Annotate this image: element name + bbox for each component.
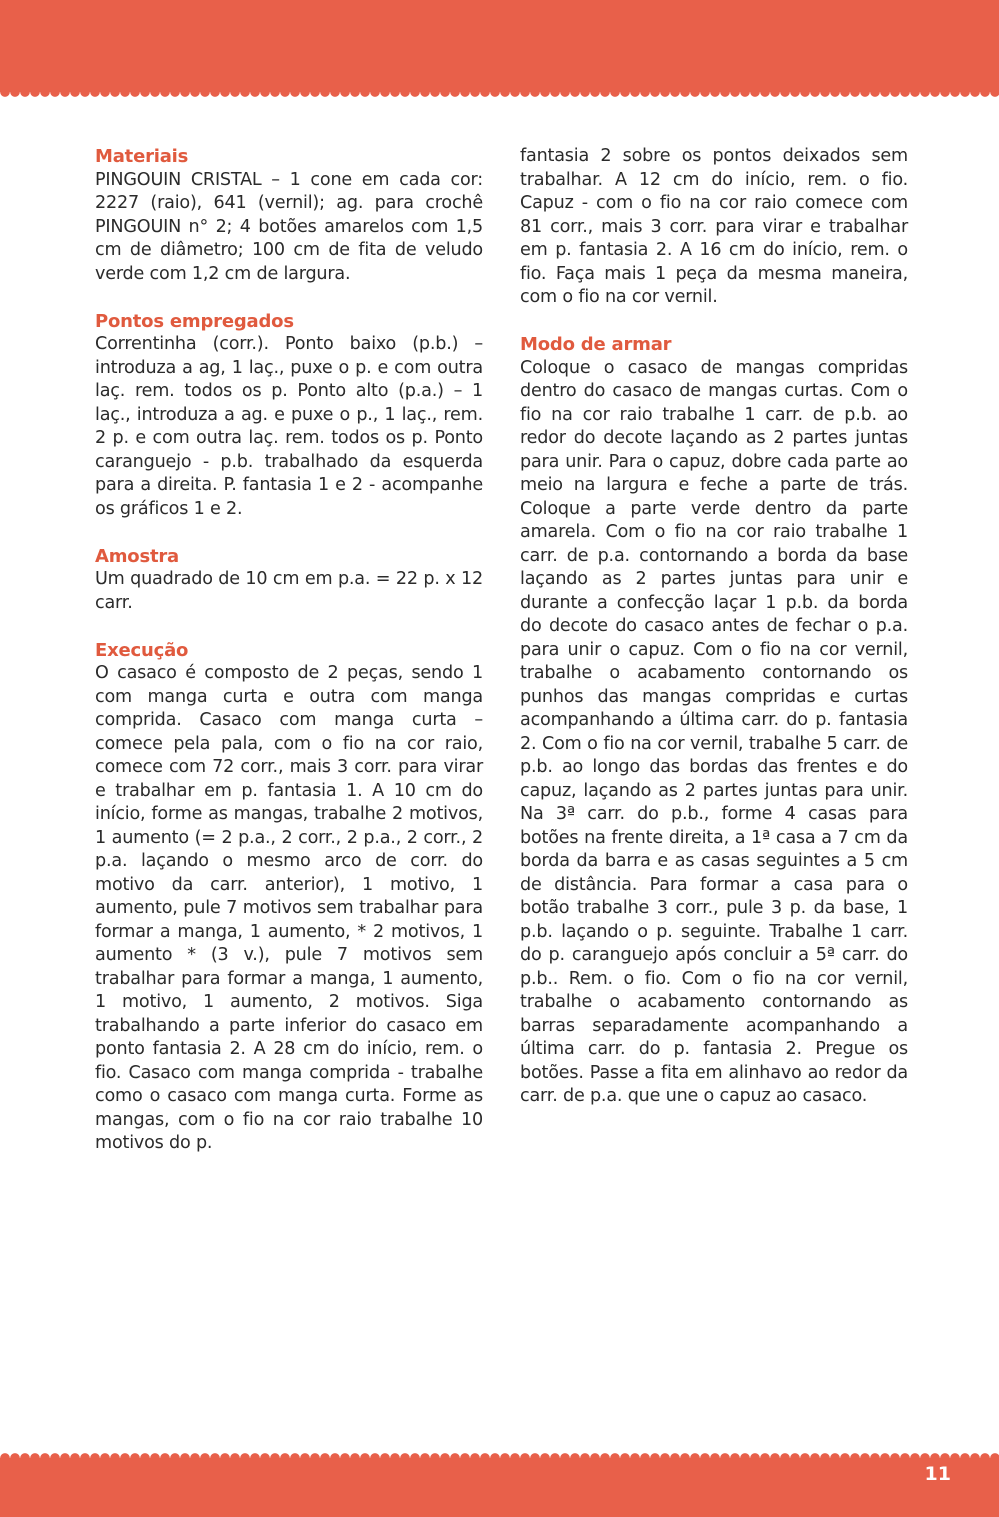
section-text: Coloque o casaco de mangas compridas dentro do casaco de mangas curtas. Com o fio na cor raio trabalhe 1 carr. de p.b. ao redor do decote laçando as 2 partes juntas para unir. Para o capuz, dobre cada parte ao meio na largura e feche a parte de trás. Coloque a parte verde dentro da parte amarela. Com o fio na cor raio trabalhe 1 carr. de p.a. contornando a borda da base laçando as 2 partes juntas para unir e durante a confecção laçar 1 p.b. da borda do decote do casaco antes de fechar o p.a. para unir o capuz. Com o fio na cor vernil, trabalhe o acabamento contornando os punhos das mangas compridas e curtas acompanhando a última carr. do p. fantasia 2. Com o fio na cor vernil, trabalhe 5 carr. de p.b. ao longo das bordas das frentes e do capuz, laçando as 2 partes juntas para unir. Na 3ª carr. do p.b., forme 4 casas para botões na frente direita, a 1ª casa a 7 cm da borda da barra e as casas seguintes a 5 cm de distância. Para formar a casa para o botão trabalhe 3 corr., pule 3 p. da base, 1 p.b. laçando o p. seguinte. Trabalhe 1 carr. do p. caranguejo após concluir a 5ª carr. do p.b.. Rem. o fio. Com o fio na cor vernil, trabalhe o acabamento contornando as barras separadamente acompanhando a última carr. do p. fantasia 2. Pregue os botões. Passe a fita em alinhavo ao redor da carr. de p.a. que une o capuz ao casaco. bbox=[520, 357, 908, 1106]
page-number: 11 bbox=[924, 1463, 951, 1485]
bottom-scalloped-edge bbox=[0, 1448, 999, 1458]
section-text: Correntinha (corr.). Ponto baixo (p.b.) – introduza a ag, 1 laç., puxe o p. e com outra laç. rem. todos os p. Ponto alto (p.a.) – 1 laç., introduza a ag. e puxe o p., 1 laç., rem. 2 p. e com outra laç. rem. todos os p. Ponto caranguejo - p.b. trabalhado da esquerda para a direita. P. fantasia 1 e 2 - acompanhe os gráficos 1 e 2. bbox=[95, 334, 483, 519]
section-heading: Execução bbox=[95, 639, 189, 661]
bottom-decorative-band bbox=[0, 1458, 999, 1517]
section-modo-de-armar bbox=[520, 333, 908, 1109]
section-text: PINGOUIN CRISTAL – 1 cone em cada cor: 2227 (raio), 641 (vernil); ag. para crochê PINGOUIN n° 2; 4 botões amarelos com 1,5 cm de diâmetro; 100 cm de fita de veludo verde com 1,2 cm de largura. bbox=[95, 169, 483, 284]
section-heading: Pontos empregados bbox=[95, 310, 294, 332]
section-text: O casaco é composto de 2 peças, sendo 1 com manga curta e outra com manga comprida. Casaco com manga curta – comece pela pala, com o fio na cor raio, comece com 72 corr., mais 3 corr. para virar e trabalhar em p. fantasia 1. A 10 cm do início, forme as mangas, trabalhe 2 motivos, 1 aumento (= 2 p.a., 2 corr., 2 p.a., 2 corr., 2 p.a. laçando o mesmo arco de corr. do motivo da carr. anterior), 1 motivo, 1 aumento, pule 7 motivos sem trabalhar para formar a manga, 1 aumento, * 2 motivos, 1 aumento * (3 v.), pule 7 motivos sem trabalhar para formar a manga, 1 aumento, 1 motivo, 1 aumento, 2 motivos. Siga trabalhando a parte inferior do casaco em ponto fantasia 2. A 28 cm do início, rem. o fio. Casaco com manga comprida - trabalhe como o casaco com manga curta. Forme as mangas, com o fio na cor raio trabalhe 10 motivos do p. bbox=[95, 663, 483, 1153]
left-column bbox=[95, 145, 483, 1179]
section-text: fantasia 2 sobre os pontos deixados sem trabalhar. A 12 cm do início, rem. o fio. Capuz - com o fio na cor raio comece com 81 corr., mais 3 corr. para virar e trabalhar em p. fantasia 2. A 16 cm do início, rem. o fio. Faça mais 1 peça da mesma maneira, com o fio na cor vernil. bbox=[520, 146, 908, 307]
section-materiais bbox=[95, 145, 483, 286]
top-decorative-band bbox=[0, 0, 999, 92]
section-heading: Modo de armar bbox=[520, 334, 672, 355]
section-amostra bbox=[95, 545, 483, 616]
section-execucao-continued bbox=[520, 145, 908, 310]
section-execucao bbox=[95, 639, 483, 1156]
section-heading: Amostra bbox=[95, 545, 179, 567]
section-text: Um quadrado de 10 cm em p.a. = 22 p. x 12 carr. bbox=[95, 569, 483, 613]
top-scalloped-edge bbox=[0, 92, 999, 102]
section-heading: Materiais bbox=[95, 146, 189, 167]
section-pontos-empregados bbox=[95, 310, 483, 522]
right-column bbox=[520, 145, 908, 1132]
